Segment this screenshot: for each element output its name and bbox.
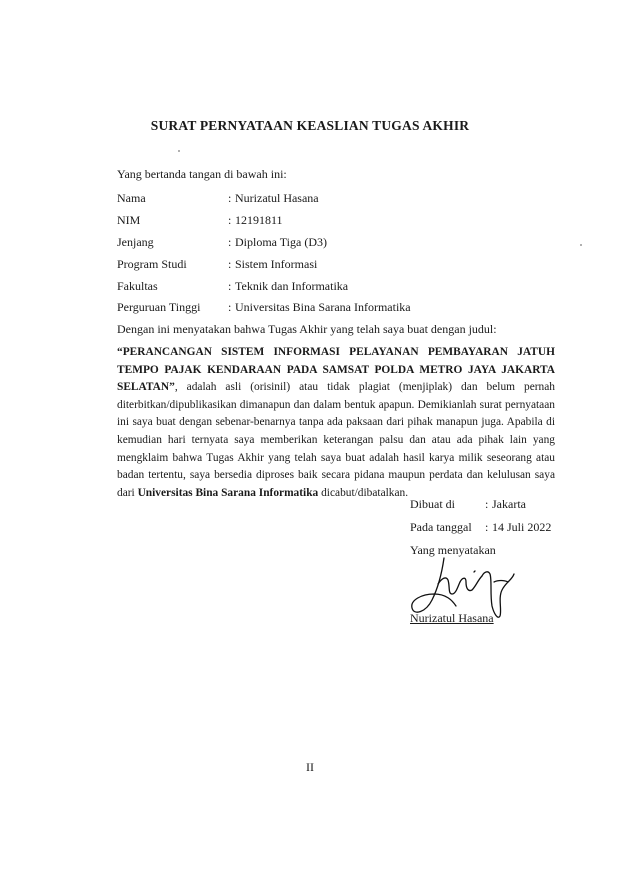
statement-text: Dengan ini menyatakan bahwa Tugas Akhir yang telah saya buat dengan judul: (117, 322, 497, 336)
field-colon: : (228, 257, 232, 271)
date-colon: : (485, 520, 489, 534)
intro-text: Yang bertanda tangan di bawah ini: (117, 167, 287, 181)
thesis-title: “PERANCANGAN SISTEM INFORMASI PELAYANAN PEMBAYARAN JATUH TEMPO PAJAK KENDARAAN PADA SAMSAT POLDA METRO JAYA JAKARTA SELATAN” (117, 346, 555, 394)
place-colon: : (485, 497, 489, 511)
page-number: II (306, 760, 314, 774)
signer-name: Nurizatul Hasana (410, 611, 494, 625)
field-value: Diploma Tiga (D3) (235, 235, 328, 249)
field-value: Sistem Informasi (235, 257, 318, 271)
declaration-text-part1: , adalah asli (orisinil) atau tidak plagiat (menjiplak) dan belum pernah diterbitkan/dipublikasikan dimanapun dan dalam bentuk apapun. Demikianlah surat pernyataan ini saya buat dengan sebenar-benarnya tanpa ada paksaan dari pihak manapun juga. Apabila di kemudian hari ternyata saya memberikan keterangan palsu dan atau ada pihak lain yang mengklaim bahwa Tugas Akhir yang telah saya buat adalah hasil karya milik seseorang atau badan tertentu, saya bersedia diproses baik secara pidana maupun perdata dan kelulusan saya dari (117, 381, 555, 499)
place-label: Dibuat di (410, 497, 455, 511)
field-colon: : (228, 191, 232, 205)
field-colon: : (228, 235, 232, 249)
field-label: Fakultas (117, 279, 158, 293)
field-label: Perguruan Tinggi (117, 300, 201, 314)
field-value: Nurizatul Hasana (235, 191, 319, 205)
declaration-paragraph (117, 344, 555, 502)
field-colon: : (228, 300, 232, 314)
field-colon: : (228, 279, 232, 293)
field-value: Universitas Bina Sarana Informatika (235, 300, 411, 314)
date-label: Pada tanggal (410, 520, 472, 534)
document-title: SURAT PERNYATAAN KEASLIAN TUGAS AKHIR (150, 118, 470, 133)
university-name: Universitas Bina Sarana Informatika (137, 486, 319, 499)
scan-speck (580, 244, 582, 246)
field-label: Jenjang (117, 235, 154, 249)
signer-role: Yang menyatakan (410, 543, 496, 557)
field-label: Program Studi (117, 257, 187, 271)
field-colon: : (228, 213, 232, 227)
field-value: Teknik dan Informatika (235, 279, 349, 293)
field-label: Nama (117, 191, 146, 205)
field-label: NIM (117, 213, 141, 227)
scan-speck (178, 150, 180, 152)
date-value: 14 Juli 2022 (492, 520, 552, 534)
declaration-text-part2: dicabut/dibatalkan. (318, 486, 409, 499)
field-value: 12191811 (235, 213, 283, 227)
place-value: Jakarta (492, 497, 526, 511)
